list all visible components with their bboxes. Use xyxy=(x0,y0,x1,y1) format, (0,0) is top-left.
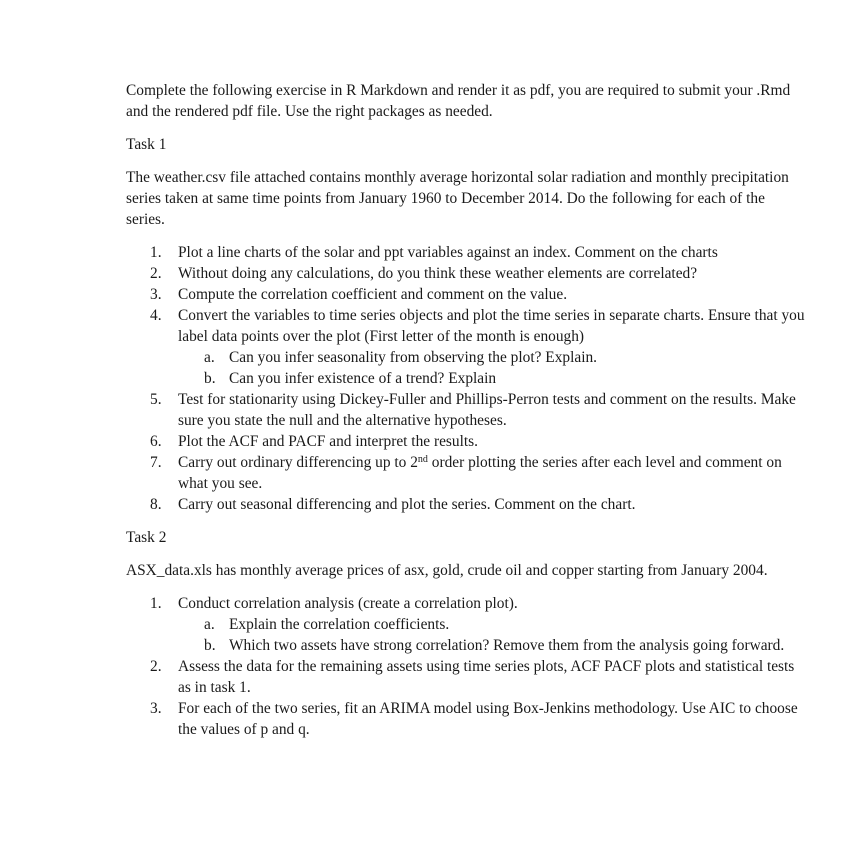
task2-description: ASX_data.xls has monthly average prices of asx, gold, crude oil and copper starting from January 2004. xyxy=(126,562,768,579)
task1-item-5 xyxy=(126,389,806,431)
subitem-text: Can you infer existence of a trend? Explain xyxy=(229,370,497,387)
task1-description: The weather.csv file attached contains monthly average horizontal solar radiation and monthly precipitation series taken at same time points from January 1960 to December 2014. Do the following for each of the series. xyxy=(126,169,789,228)
subitem-letter: a. xyxy=(204,349,215,366)
item-text: Compute the correlation coefficient and comment on the value. xyxy=(178,286,568,303)
item-text: Conduct correlation analysis (create a correlation plot). xyxy=(178,595,518,612)
task2-item-1b xyxy=(178,635,806,656)
item-text: Assess the data for the remaining assets using time series plots, ACF PACF plots and statistical tests as in task 1. xyxy=(178,658,795,696)
item-number: 5. xyxy=(150,391,162,408)
item-text: Test for stationarity using Dickey-Fuller and Phillips-Perron tests and comment on the results. Make sure you state the null and the alternative hypotheses. xyxy=(178,391,796,429)
task1-list xyxy=(126,242,806,515)
task1-item-3 xyxy=(126,284,806,305)
item-number: 7. xyxy=(150,454,162,471)
task2-list xyxy=(126,593,806,740)
item-number: 2. xyxy=(150,658,162,675)
superscript-nd: nd xyxy=(417,454,428,465)
item-number: 2. xyxy=(150,265,162,282)
subitem-text: Explain the correlation coefficients. xyxy=(229,616,450,633)
task1-item-4b xyxy=(178,368,806,389)
task2-item-1a xyxy=(178,614,806,635)
item-number: 8. xyxy=(150,496,162,513)
item-text: Carry out seasonal differencing and plot the series. Comment on the chart. xyxy=(178,496,636,513)
item-text: Plot a line charts of the solar and ppt variables against an index. Comment on the charts xyxy=(178,244,718,261)
subitem-letter: b. xyxy=(204,637,216,654)
item-number: 3. xyxy=(150,700,162,717)
task2-section xyxy=(126,527,806,740)
item-text-end: order plotting the series after each level and comment on what you see. xyxy=(178,454,782,492)
task1-item-8 xyxy=(126,494,806,515)
task1-item-1 xyxy=(126,242,806,263)
task1-item-4a xyxy=(178,347,806,368)
task2-item-2 xyxy=(126,656,806,698)
task1-item-4-sublist xyxy=(178,347,806,389)
task1-item-6 xyxy=(126,431,806,452)
task2-heading: Task 2 xyxy=(126,529,167,546)
subitem-text: Can you infer seasonality from observing the plot? Explain. xyxy=(229,349,598,366)
item-number: 1. xyxy=(150,595,162,612)
item-text-start: Carry out ordinary differencing up to 2 xyxy=(178,454,418,471)
item-text: For each of the two series, fit an ARIMA model using Box-Jenkins methodology. Use AIC to choose the values of p and q. xyxy=(178,700,798,738)
item-text: Without doing any calculations, do you think these weather elements are correlated? xyxy=(178,265,698,282)
item-text: Plot the ACF and PACF and interpret the results. xyxy=(178,433,478,450)
item-number: 4. xyxy=(150,307,162,324)
item-number: 1. xyxy=(150,244,162,261)
item-number: 3. xyxy=(150,286,162,303)
task1-item-2 xyxy=(126,263,806,284)
task1-section xyxy=(126,134,806,515)
subitem-letter: a. xyxy=(204,616,215,633)
task1-heading: Task 1 xyxy=(126,136,167,153)
subitem-letter: b. xyxy=(204,370,216,387)
subitem-text: Which two assets have strong correlation? Remove them from the analysis going forward. xyxy=(229,637,785,654)
item-number: 6. xyxy=(150,433,162,450)
task1-item-7 xyxy=(126,452,806,494)
task1-item-4 xyxy=(126,305,806,389)
task2-item-1-sublist xyxy=(178,614,806,656)
item-text: Convert the variables to time series objects and plot the time series in separate charts. Ensure that you label data points over the plot (First letter of the month is enough) xyxy=(178,307,805,345)
intro-paragraph: Complete the following exercise in R Markdown and render it as pdf, you are required to submit your .Rmd and the rendered pdf file. Use the right packages as needed. xyxy=(126,82,791,120)
document-page xyxy=(126,80,806,752)
task2-item-1 xyxy=(126,593,806,656)
task2-item-3 xyxy=(126,698,806,740)
